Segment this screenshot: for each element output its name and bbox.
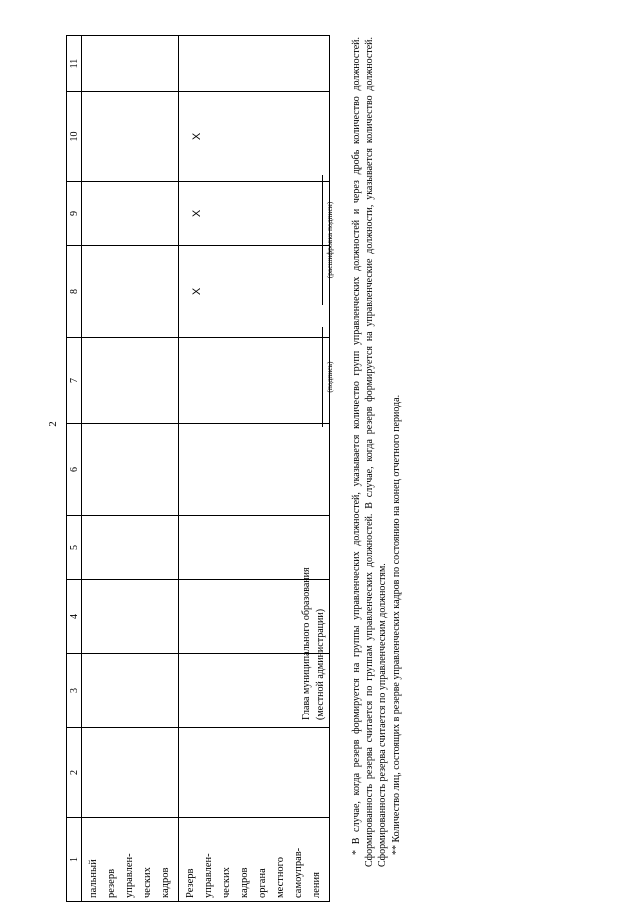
- row-label-cell: пальный резерв управлен- ческих кадров: [82, 818, 179, 902]
- cross-mark: Х: [179, 92, 330, 182]
- table-cell: [82, 424, 179, 516]
- table-cell: [82, 654, 179, 728]
- table-cell: [82, 182, 179, 246]
- cross-mark: Х: [179, 246, 330, 338]
- table-cell: [82, 246, 179, 338]
- signatory-title-line2: (местной администрации): [315, 608, 326, 720]
- header-cell: 8: [67, 246, 82, 338]
- header-cell: 10: [67, 92, 82, 182]
- header-cell: 1: [67, 818, 82, 902]
- signature-caption: (подпись): [322, 327, 334, 427]
- footnote-1: * В случае, когда резерв формируется на группы управленческих должностей, указывается количество групп управленческих должностей и через дробь количество должностей. Сформированность резерва считается по группам управленческих должностей. В случае, когда резерв формируется на управленческие должности, указывается количество должностей. Сформированность резерва считается по управленческим должностям.: [351, 37, 389, 867]
- header-cell: 2: [67, 728, 82, 818]
- name-decode-caption: (расшифровка подписи): [322, 175, 334, 305]
- header-cell: 5: [67, 516, 82, 580]
- header-cell: 7: [67, 338, 82, 424]
- signatory-title: [300, 567, 328, 720]
- row-label-cell: Резерв управлен- ческих кадров органа местного самоуправ- ления: [179, 818, 330, 902]
- footnote-2: ** Количество лиц, состоящих в резерве управленческих кадров по состоянию на конец отчетного периода.: [390, 394, 402, 855]
- table-cell: [179, 338, 330, 424]
- table-cell: [82, 92, 179, 182]
- table-cell: [82, 516, 179, 580]
- page-number: 2: [46, 421, 59, 427]
- header-cell: 4: [67, 580, 82, 654]
- header-cell: 6: [67, 424, 82, 516]
- table-header-row: [67, 36, 82, 902]
- header-cell: 11: [67, 36, 82, 92]
- table-row: [179, 36, 330, 902]
- table-cell: [82, 728, 179, 818]
- table-cell: [179, 36, 330, 92]
- cross-mark: Х: [179, 182, 330, 246]
- table-row: [82, 36, 179, 902]
- header-cell: 9: [67, 182, 82, 246]
- table-cell: [179, 728, 330, 818]
- table-cell: [179, 424, 330, 516]
- footnotes: [350, 37, 403, 867]
- signatory-title-line1: Глава муниципального образования: [301, 567, 312, 720]
- header-cell: 3: [67, 654, 82, 728]
- table-cell: [82, 580, 179, 654]
- table-cell: [82, 36, 179, 92]
- table-cell: [82, 338, 179, 424]
